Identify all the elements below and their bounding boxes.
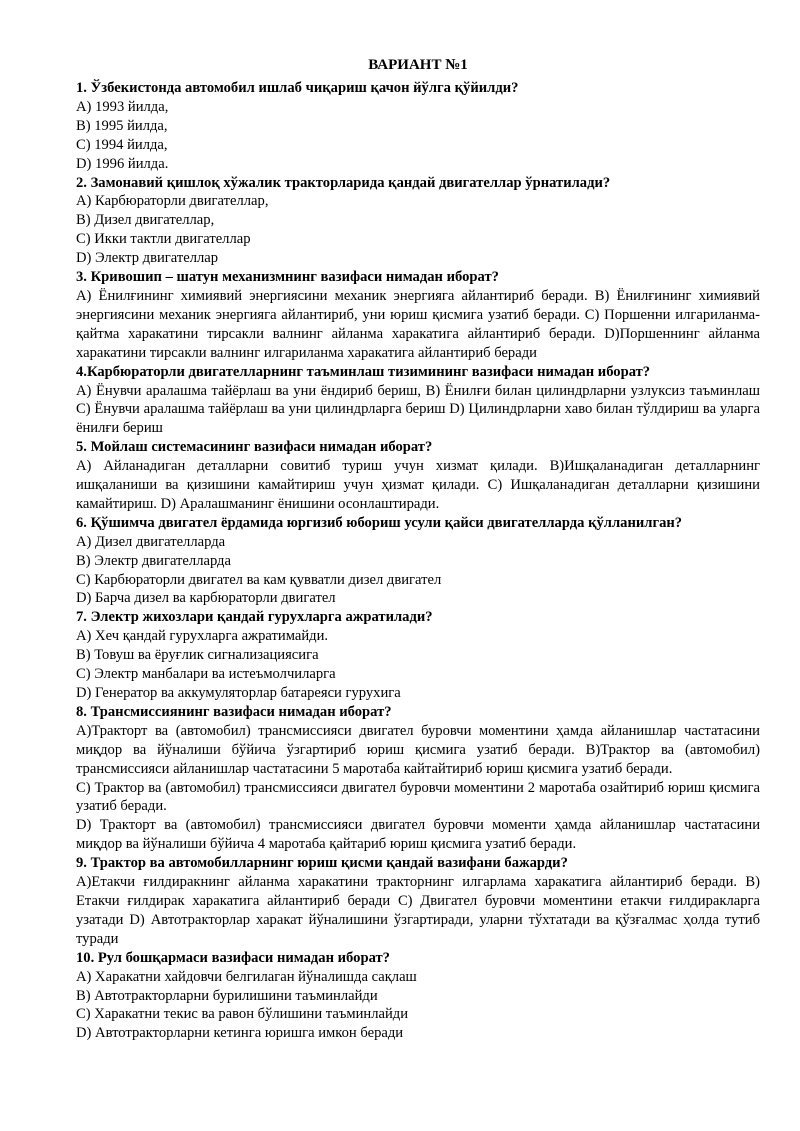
option-a: А) 1993 йилда, (76, 98, 169, 115)
option-b: В) Электр двигателларда (76, 552, 231, 569)
question-5 (76, 438, 760, 514)
option-c: С) Электр манбалари ва истеъмолчиларга (76, 666, 336, 683)
option-a: А) Харакатни хайдовчи белгилаган йўналишда сақлаш (76, 968, 417, 985)
question-text: 3. Кривошип – шатун механизмнинг вазифаси нимадан иборат? (76, 269, 499, 286)
question-text: 7. Электр жихозлари қандай гурухларга ажратилади? (76, 609, 433, 626)
question-2 (76, 174, 760, 269)
option-b: В) Автотракторларни бурилишини таъминлайди (76, 987, 378, 1004)
answer-options-paragraph: А) Ёнувчи аралашма тайёрлаш ва уни ёндириб бериш, В) Ёнилғи билан цилиндрларни узлуксиз таъминлаш С) Ёнувчи аралашма тайёрлаш ва уни цилиндрларга бериш D) Цилиндрларни хаво билан тўлдириш ва уларга ёнилғи бериш (76, 382, 760, 437)
question-1 (76, 79, 760, 174)
option-c: С) Харакатни текис ва равон бўлишини таъминлайди (76, 1006, 409, 1023)
option-d: D) Автотракторларни кетинга юришга имкон беради (76, 1025, 404, 1042)
option-d: D) Электр двигателлар (76, 250, 219, 267)
option-a: А) Хеч қандай гурухларга ажратимайди. (76, 628, 329, 645)
option-c-paragraph: С) Трактор ва (автомобил) трансмиссияси двигател буровчи моментини 2 маротаба озайтириб юриш қисмига узатиб беради. (76, 779, 760, 815)
question-9 (76, 854, 760, 949)
answer-options-paragraph: А) Айланадиган деталларни совитиб туриш учун хизмат қилади. В)Ишқаланадиган деталларнинг ишқаланиши ва қизишини камайтириш учун ҳизмат қилади. С) Ишқаланадиган деталларни қизишини камайтириш. D) Аралашманинг ёнишини осонлаштиради. (76, 458, 760, 512)
question-text: 10. Рул бошқармаси вазифаси нимадан иборат? (76, 949, 390, 966)
question-text: 8. Трансмиссиянинг вазифаси нимадан иборат? (76, 703, 392, 720)
option-c: С) 1994 йилда, (76, 136, 168, 153)
question-text: 2. Замонавий қишлоқ хўжалик тракторларида қандай двигателлар ўрнатилади? (76, 174, 611, 191)
option-b: В) Товуш ва ёруғлик сигнализациясига (76, 647, 319, 664)
option-b: В) Дизел двигателлар, (76, 212, 215, 229)
answer-options-paragraph: А)Етакчи ғилдиракнинг айланма харакатини тракторнинг илгарлама харакатига айлантириб беради. В) Етакчи ғилдирак харакатига айлантириб беради С) Двигател буровчи моментини етакчи ғилдиракларга узатади D) Автотракторлар харакат йўналишини ўзгартиради, уларни тўхтатади ва қўзғалмас ҳолда тутиб туради (76, 874, 761, 947)
question-7 (76, 608, 760, 703)
answer-options-paragraph: А)Тракторт ва (автомобил) трансмиссияси двигател буровчи моментини ҳамда айланишлар частатасини миқдор ва йўналиши бўйича ўзгартириб юриш қисмига узатиб беради. В)Трактор ва (автомобил) трансмиссияси айланишлар частатасини 5 маротаба кайтайтириб юриш қисмига узатиб беради. (76, 722, 760, 777)
option-a: А) Карбюраторли двигателлар, (76, 193, 269, 210)
question-text: 9. Трактор ва автомобилларнинг юриш қисми қандай вазифани бажарди? (76, 855, 568, 872)
answer-options-paragraph: А) Ёнилғининг химиявий энергиясини механик энергияга айлантириб беради. В) Ёнилғининг химиявий энергиясини механик энергияга айлантириб, уни юриш қисмига узатиб беради. С) Поршенни илгариланма-қайтма харакатини тирсакли валнинг айланма харакатига айлантириб беради. D)Поршеннинг айланма харакатини тирсакли валнинг илгариланма харакатига айлантириб беради (76, 287, 760, 361)
option-d: D) Генератор ва аккумуляторлар батареяси гурухига (76, 685, 401, 701)
option-c: С) Икки тактли двигателлар (76, 231, 251, 248)
option-d: D) Барча дизел ва карбюраторли двигател (76, 590, 336, 607)
question-3 (76, 268, 760, 363)
option-b: В) 1995 йилда, (76, 117, 168, 134)
question-text: 1. Ўзбекистонда автомобил ишлаб чиқариш қачон йўлга қўйилди? (76, 80, 519, 96)
option-d-paragraph: D) Тракторт ва (автомобил) трансмиссияси двигател буровчи моменти ҳамда айланишлар частатасини миқдор ва йўналиши бўйича 4 маротаба қайтариб юриш қисмига узатиб беради. (76, 817, 760, 853)
question-10 (76, 949, 760, 1044)
variant-title: ВАРИАНТ №1 (368, 57, 468, 73)
question-text: 6. Қўшимча двигател ёрдамида юргизиб юбориш усули қайси двигателларда қўлланилган? (76, 514, 683, 531)
question-text: 5. Мойлаш системасининг вазифаси нимадан иборат? (76, 439, 433, 456)
option-c: С) Карбюраторли двигател ва кам қувватли дизел двигател (76, 571, 442, 588)
option-d: D) 1996 йилда. (76, 155, 169, 172)
option-a: А) Дизел двигателларда (76, 533, 226, 550)
question-4 (76, 363, 760, 439)
question-8 (76, 703, 760, 854)
question-text: 4.Карбюраторли двигателларнинг таъминлаш тизимининг вазифаси нимадан иборат? (76, 363, 651, 380)
question-6 (76, 514, 760, 609)
